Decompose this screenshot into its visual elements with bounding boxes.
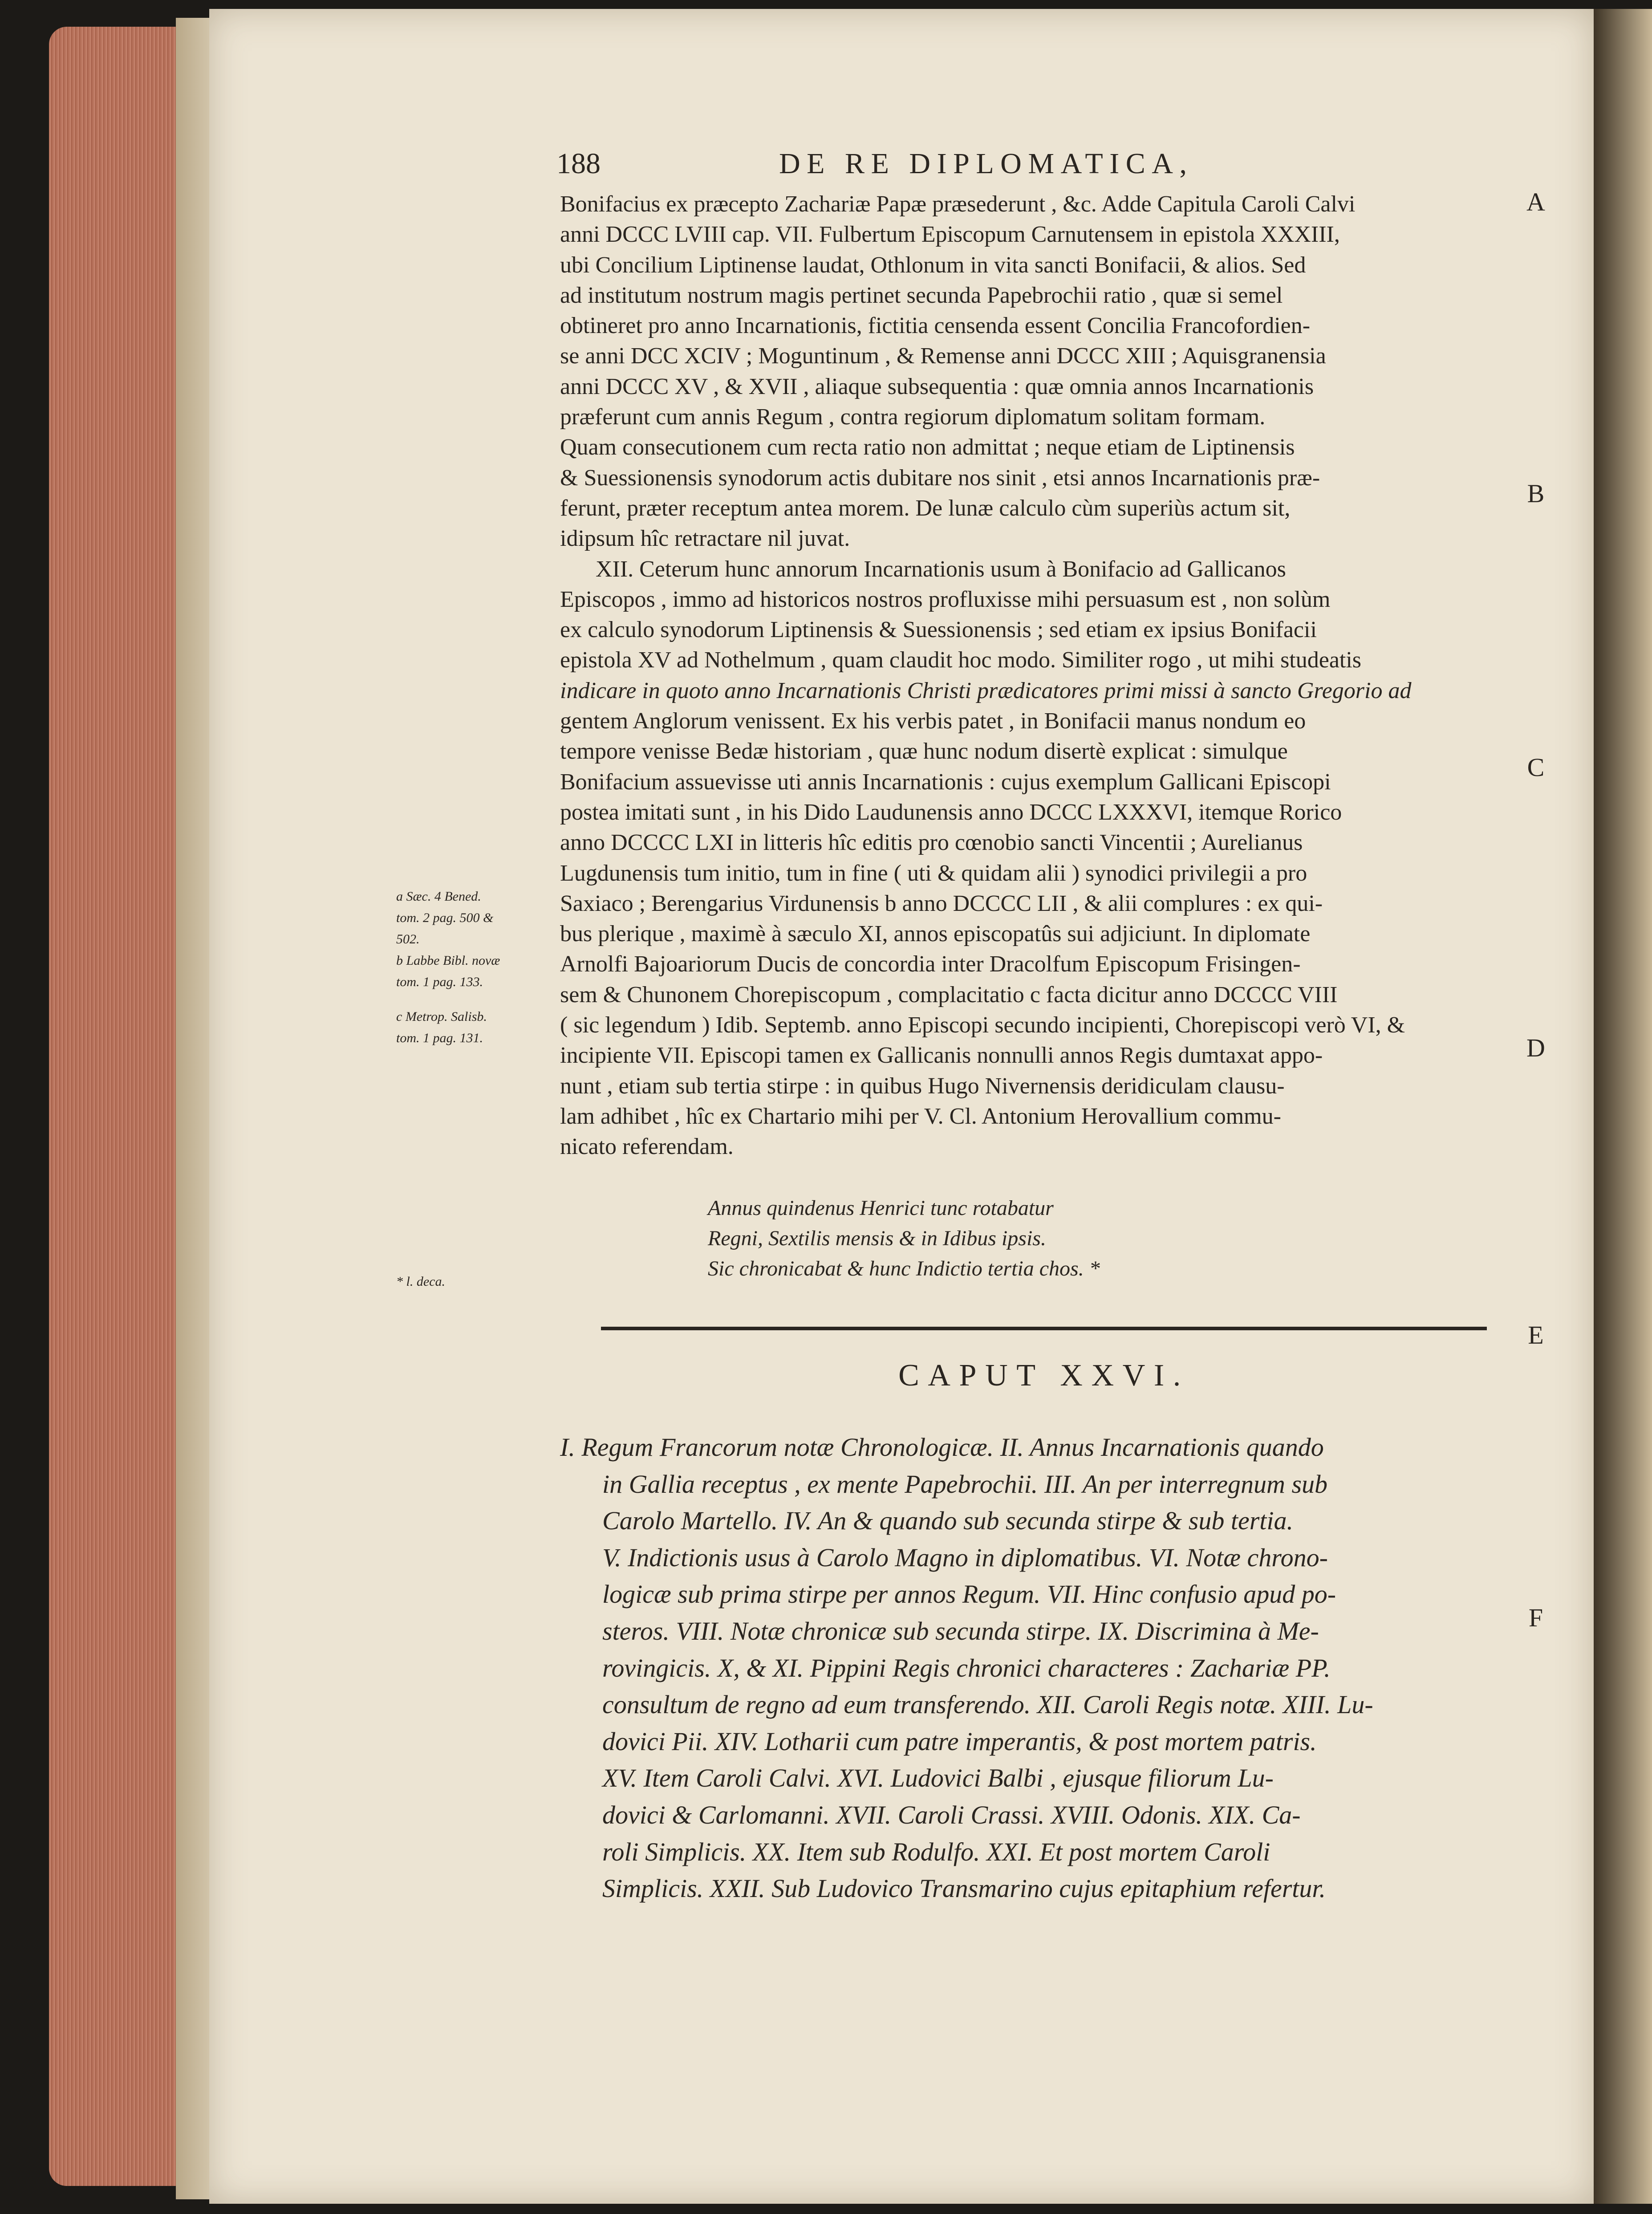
chapter-summary [560,1429,1486,1907]
summary-line: in Gallia receptus , ex mente Papebrochii. III. An per interregnum sub [602,1469,1328,1499]
text-line: anni DCCC LVIII cap. VII. Fulbertum Episcopum Carnutensem in epistola XXXIII, [560,222,1340,248]
text-line: ( sic legendum ) Idib. Septemb. anno Episcopi secundo incipienti, Chorepiscopi verò VI, & [560,1012,1405,1038]
text-line: anni DCCC XV , & XVII , aliaque subsequentia : quæ omnia annos Incarnationis [560,374,1314,399]
page-number: 188 [556,147,601,180]
text-line: indicare in quoto anno Incarnationis Christi prædicatores primi missi à sancto Gregorio ad [560,678,1412,703]
text-line: anno DCCCC LXI in litteris hîc editis pro cœnobio sancti Vincentii ; Aurelianus [560,830,1303,856]
text-line: Quam consecutionem cum recta ratio non admittat ; neque etiam de Liptinensis [560,435,1295,460]
text-line: tempore venisse Bedæ historiam , quæ hunc nodum disertè explicat : simulque [560,739,1288,764]
running-title: DE RE DIPLOMATICA, [779,147,1193,180]
text-line: ferunt, præter receptum antea morem. De lunæ calculo cùm superiùs actum sit, [560,495,1291,521]
text-line: se anni DCC XCIV ; Moguntinum , & Remense anni DCCC XIII ; Aquisgranensia [560,343,1326,369]
marginal-note: b Labbe Bibl. novæ [396,953,500,968]
marginal-note: a Sæc. 4 Bened. [396,889,481,904]
marginal-notes [396,886,500,1049]
text-line: epistola XV ad Nothelmum , quam claudit hoc modo. Similiter rogo , ut mihi studeatis [560,647,1362,673]
page-edge-stack [49,27,183,2186]
summary-line: rovingicis. X, & XI. Pippini Regis chronici characteres : Zachariæ PP. [602,1653,1331,1682]
margin-letter-c: C [1527,753,1545,782]
main-text [560,189,1411,1162]
text-line: Episcopos , immo ad historicos nostros profluxisse mihi persuasum est , non solùm [560,586,1331,612]
text-line: incipiente VII. Episcopi tamen ex Gallicanis nonnulli annos Regis dumtaxat appo- [560,1043,1323,1068]
text-line: bus plerique , maximè à sæculo XI, annos episcopatûs sui adjiciunt. In diplomate [560,921,1311,947]
page-header [556,147,1531,196]
text-line: & Suessionensis synodorum actis dubitare nos sinit , etsi annos Incarnationis præ- [560,465,1320,491]
verse-quotation [708,1193,1100,1284]
summary-line: dovici Pii. XIV. Lotharii cum patre imperantis, & post mortem patris. [602,1727,1317,1756]
summary-line: XV. Item Caroli Calvi. XVI. Ludovici Balbi , ejusque filiorum Lu- [602,1763,1274,1793]
marginal-note: 502. [396,932,420,947]
text-line: Bonifacius ex præcepto Zachariæ Papæ præsederunt , &c. Adde Capitula Caroli Calvi [560,191,1356,217]
text-line: ubi Concilium Liptinense laudat, Othlonum in vita sancti Bonifacii, & alios. Sed [560,252,1306,278]
chapter-rule [601,1327,1487,1330]
marginal-note-correction [396,1271,445,1292]
text-line: præferunt cum annis Regum , contra regiorum diplomatum solitam formam. [560,404,1266,430]
next-page-edge [1594,9,1652,2204]
verse-line: Sic chronicabat & hunc Indictio tertia chos. * [708,1257,1100,1280]
margin-letter-d: D [1526,1033,1545,1062]
summary-line: consultum de regno ad eum transferendo. XII. Caroli Regis notæ. XIII. Lu- [602,1690,1373,1719]
text-line: lam adhibet , hîc ex Chartario mihi per V. Cl. Antonium Herovallium commu- [560,1103,1281,1129]
margin-letter-b: B [1527,479,1545,508]
summary-line: Simplicis. XXII. Sub Ludovico Transmarino cujus epitaphium refertur. [602,1874,1326,1903]
summary-line: Carolo Martello. IV. An & quando sub secunda stirpe & sub tertia. [602,1506,1294,1536]
summary-line: logicæ sub prima stirpe per annos Regum. VII. Hinc confusio apud po- [602,1580,1336,1609]
summary-line: I. Regum Francorum notæ Chronologicæ. II. Annus Incarnationis quando [560,1433,1324,1462]
summary-line: dovici & Carlomanni. XVII. Caroli Crassi. XVIII. Odonis. XIX. Ca- [602,1800,1301,1829]
text-line: Lugdunensis tum initio, tum in fine ( uti & quidam alii ) synodici privilegii a pro [560,860,1307,886]
text-line: obtineret pro anno Incarnationis, fictitia censenda essent Concilia Francofordien- [560,313,1311,339]
text-line: ad institutum nostrum magis pertinet secunda Papebrochii ratio , quæ si semel [560,282,1283,308]
summary-line: V. Indictionis usus à Carolo Magno in diplomatibus. VI. Notæ chrono- [602,1543,1328,1572]
text-line: idipsum hîc retractare nil juvat. [560,526,850,552]
marginal-note: tom. 1 pag. 133. [396,975,483,989]
marginal-note: tom. 1 pag. 131. [396,1031,483,1045]
text-line: sem & Chunonem Chorepiscopum , complacitatio c facta dicitur anno DCCCC VIII [560,982,1338,1007]
text-line: nicato referendam. [560,1134,734,1160]
marginal-note: * l. deca. [396,1274,445,1289]
verse-line: Annus quindenus Henrici tunc rotabatur [708,1196,1054,1220]
text-line: postea imitati sunt , in his Dido Laudunensis anno DCCC LXXXVI, itemque Rorico [560,799,1342,825]
margin-letter-a: A [1526,187,1545,216]
summary-line: steros. VIII. Notæ chronicæ sub secunda stirpe. IX. Discrimina à Me- [602,1616,1319,1645]
text-line: Bonifacium assuevisse uti annis Incarnationis : cujus exemplum Gallicani Episcopi [560,769,1331,795]
text-line: XII. Ceterum hunc annorum Incarnationis usum à Bonifacio ad Gallicanos [596,556,1286,582]
text-line: Arnolfi Bajoariorum Ducis de concordia inter Dracolfum Episcopum Frisingen- [560,951,1301,977]
verse-line: Regni, Sextilis mensis & in Idibus ipsis. [708,1227,1046,1250]
margin-letter-e: E [1528,1320,1544,1349]
marginal-note: tom. 2 pag. 500 & [396,910,494,925]
chapter-title: CAPUT XXVI. [898,1358,1189,1393]
text-line: Saxiaco ; Berengarius Virdunensis b anno DCCCC LII , & alii complures : ex qui- [560,890,1323,916]
text-line: gentem Anglorum venissent. Ex his verbis patet , in Bonifacii manus nondum eo [560,708,1306,734]
text-line: nunt , etiam sub tertia stirpe : in quibus Hugo Nivernensis deridiculam clausu- [560,1073,1285,1099]
marginal-note: c Metrop. Salisb. [396,1009,487,1024]
margin-letter-f: F [1528,1603,1543,1632]
summary-line: roli Simplicis. XX. Item sub Rodulfo. XXI. Et post mortem Caroli [602,1837,1270,1866]
text-line: ex calculo synodorum Liptinensis & Suessionensis ; sed etiam ex ipsius Bonifacii [560,617,1317,643]
